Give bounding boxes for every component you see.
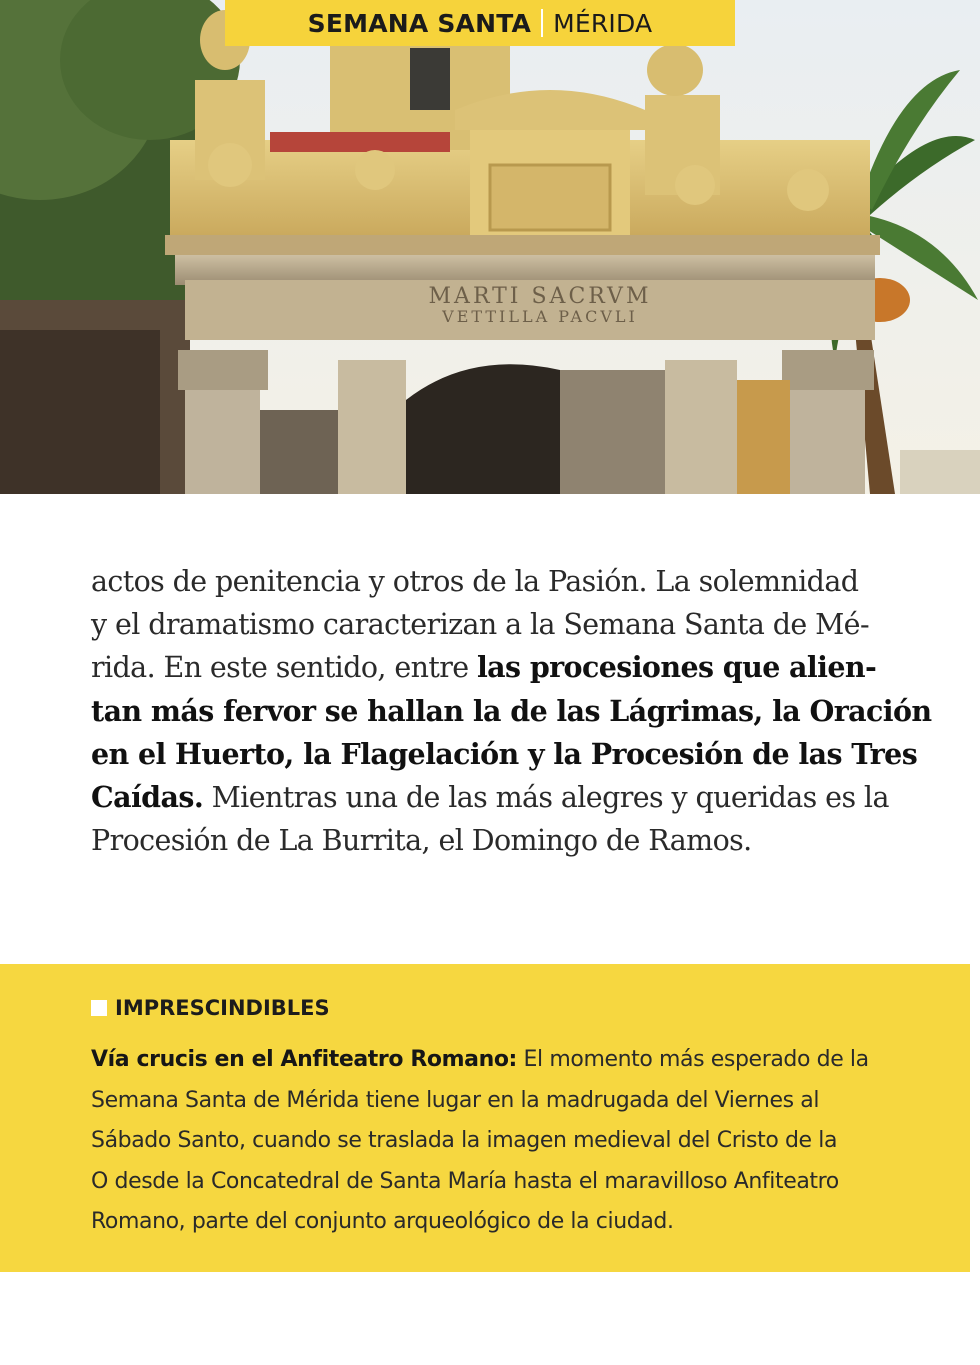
square-bullet-icon [91,1000,107,1016]
article-line [91,733,918,776]
article-line [91,690,932,733]
article-highlight: tan más fervor se hallan la de las Lágrimas, la Oración [91,693,932,728]
box-title-text: IMPRESCINDIBLES [115,996,330,1020]
article-line: Procesión de La Burrita, el Domingo de Ramos. [91,824,752,858]
article-text: Mientras una de las más alegres y queridas es la [203,781,889,815]
section-tag [225,0,735,46]
article-line [91,646,881,689]
article-highlight: Caídas. [91,780,204,815]
box-title [91,996,330,1020]
box-line: Romano, parte del conjunto arqueológico de la ciudad. [91,1209,674,1234]
box-text: El momento más esperado de la [516,1047,869,1072]
arch-of-mars-illustration [0,0,980,494]
inscription-line-2: VETTILLA PACVLI [442,307,638,326]
inscription-line-1: MARTI SACRVM [428,284,652,309]
section-label: SEMANA SANTA [307,8,532,38]
article-body [91,560,932,862]
article-highlight: las procesiones que alien- [476,650,877,685]
article-line [91,776,889,819]
box-line: O desde la Concatedral de Santa María hasta el maravilloso Anfiteatro [91,1168,839,1194]
article-highlight: en el Huerto, la Flagelación y la Procesión de las Tres [91,736,918,771]
article-line: actos de penitencia y otros de la Pasión. La solemnidad [91,565,859,598]
box-line: Semana Santa de Mérida tiene lugar en la madrugada del Viernes al [91,1087,820,1113]
article-line: y el dramatismo caracterizan a la Semana Santa de Mé- [91,608,869,642]
city-label: MÉRIDA [553,8,653,38]
hero-photo [0,0,980,494]
tag-separator [541,9,543,37]
box-body [91,1040,911,1243]
box-item-heading: Vía crucis en el Anfiteatro Romano: [91,1047,517,1072]
box-line [91,1040,911,1081]
box-line: Sábado Santo, cuando se traslada la imagen medieval del Cristo de la [91,1128,838,1153]
article-text: rida. En este sentido, entre [91,651,477,685]
